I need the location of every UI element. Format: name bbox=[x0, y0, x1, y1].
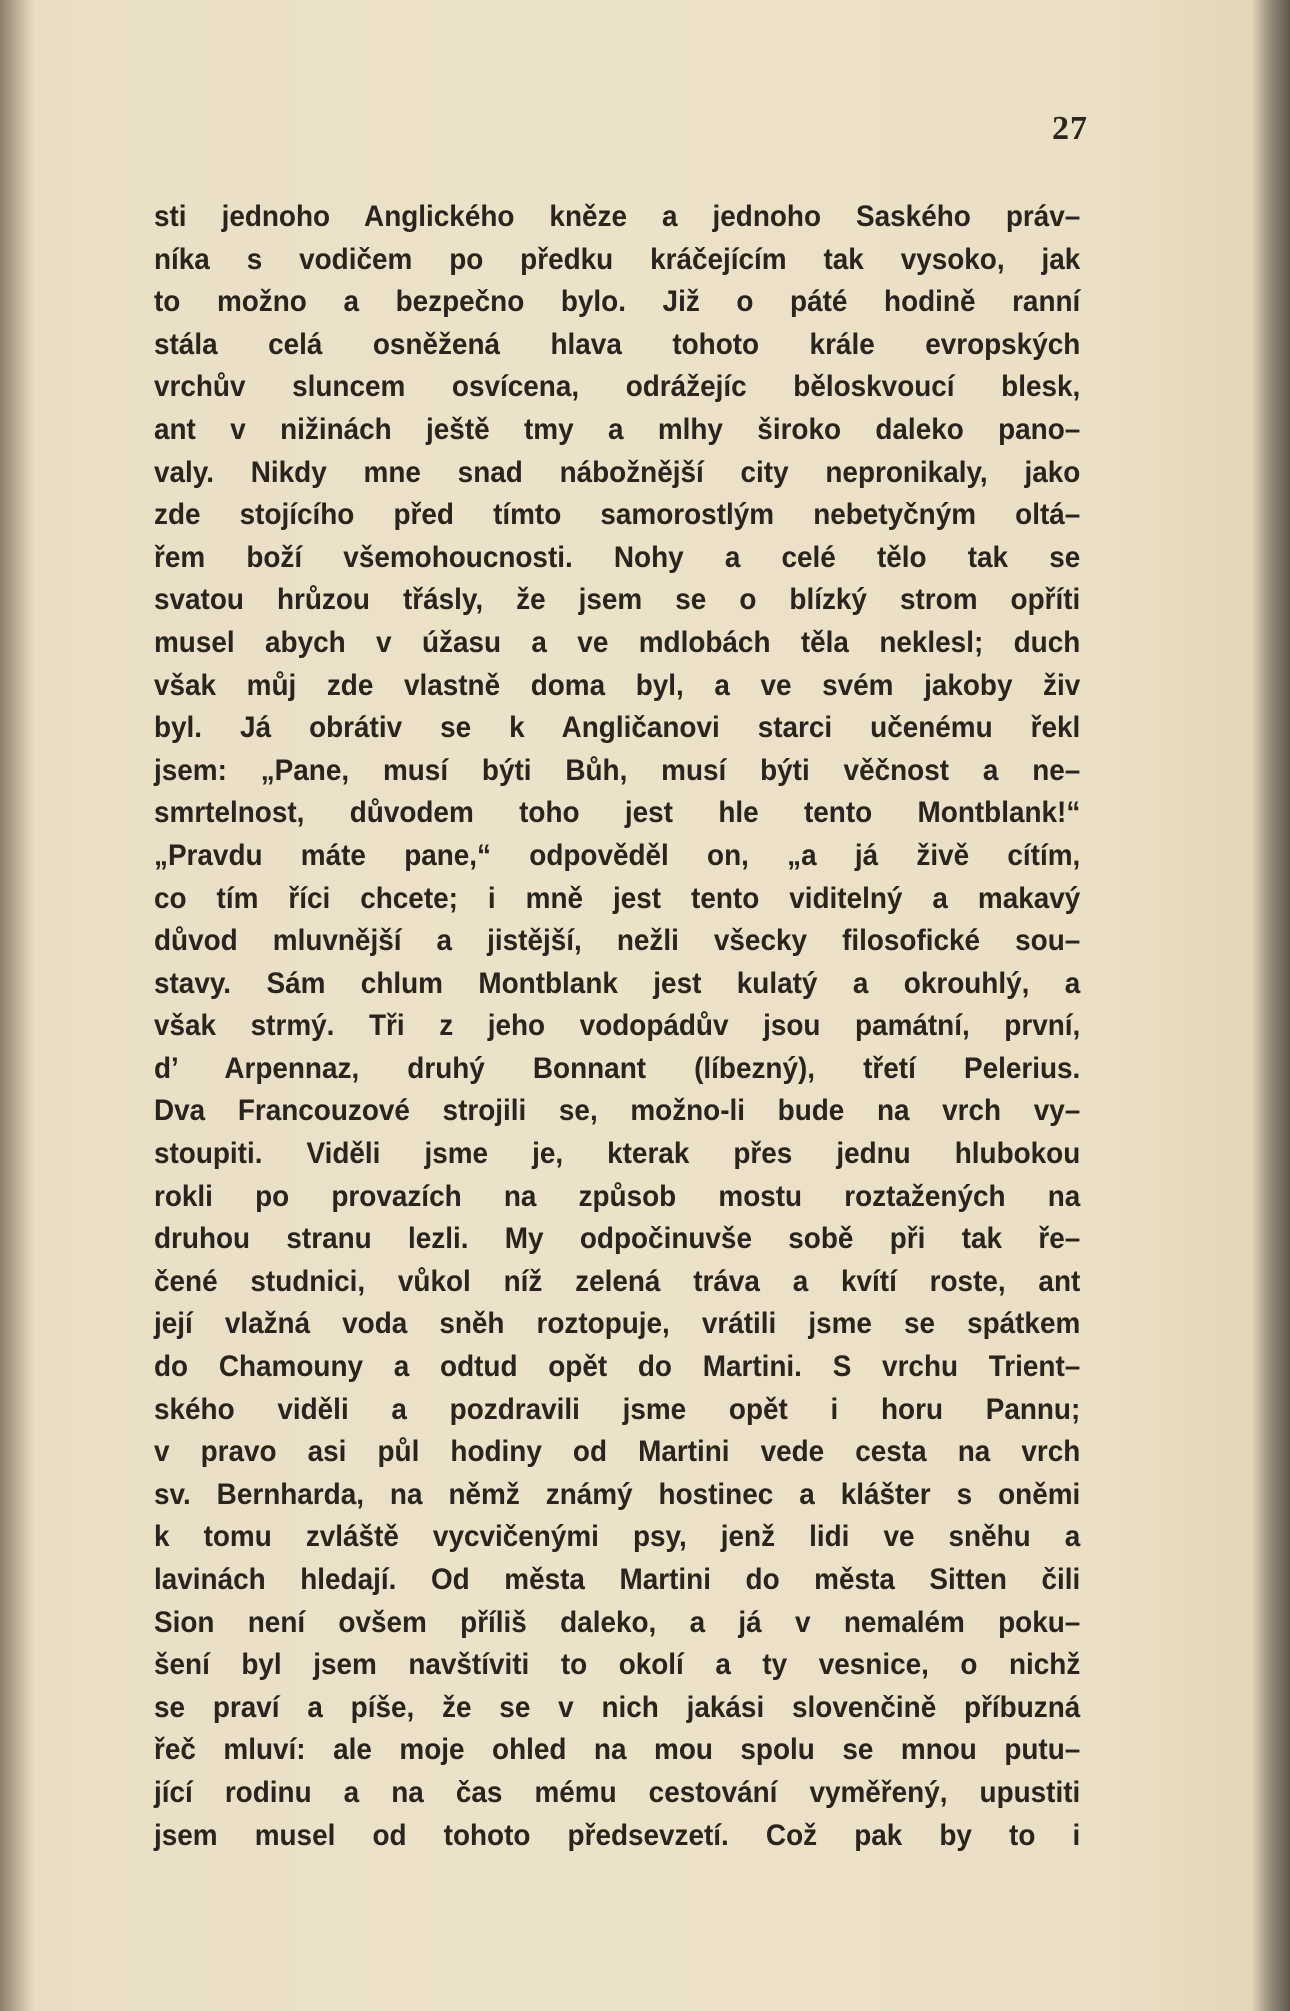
text-line: vrchův sluncem osvícena, odrážejíc běloskvoucí blesk, bbox=[154, 370, 1081, 404]
text-line: zde stojícího před tímto samorostlým nebetyčným oltá– bbox=[154, 498, 1081, 532]
text-line: stavy. Sám chlum Montblank jest kulatý a okrouhlý, a bbox=[154, 966, 1081, 1000]
text-line: sv. Bernharda, na němž známý hostinec a klášter s oněmi bbox=[154, 1477, 1081, 1511]
text-line: k tomu zvláště vycvičenými psy, jenž lidi ve sněhu a bbox=[154, 1520, 1081, 1554]
text-line: Dva Francouzové strojili se, možno-li bude na vrch vy– bbox=[154, 1094, 1081, 1128]
text-line: Sion není ovšem příliš daleko, a já v nemalém poku– bbox=[154, 1605, 1081, 1639]
text-line: svatou hrůzou třásly, že jsem se o blízký strom opříti bbox=[154, 583, 1081, 617]
text-line: byl. Já obrátiv se k Angličanovi starci učenému řekl bbox=[154, 711, 1081, 745]
text-line: stála celá osněžená hlava tohoto krále evropských bbox=[154, 327, 1081, 361]
text-line: sti jednoho Anglického kněze a jednoho Saského práv– bbox=[154, 200, 1081, 233]
page-number: 27 bbox=[1052, 110, 1088, 147]
text-line: se praví a píše, že se v nich jakási slovenčině příbuzná bbox=[154, 1690, 1081, 1724]
text-line: druhou stranu lezli. My odpočinuvše sobě při tak ře– bbox=[154, 1222, 1081, 1256]
body-text bbox=[154, 196, 1080, 1857]
text-line: níka s vodičem po předku kráčejícím tak vysoko, jak bbox=[154, 242, 1081, 276]
text-line: řeč mluví: ale moje ohled na mou spolu se mnou putu– bbox=[154, 1733, 1081, 1767]
text-line: to možno a bezpečno bylo. Již o páté hodině ranní bbox=[154, 285, 1081, 319]
text-line: jsem: „Pane, musí býti Bůh, musí býti věčnost a ne– bbox=[154, 753, 1081, 787]
text-line: valy. Nikdy mne snad nábožnější city nepronikaly, jako bbox=[154, 455, 1081, 489]
text-line: v pravo asi půl hodiny od Martini vede cesta na vrch bbox=[154, 1435, 1081, 1469]
text-line: však strmý. Tři z jeho vodopádův jsou památní, první, bbox=[154, 1009, 1081, 1043]
text-line: šení byl jsem navštíviti to okolí a ty vesnice, o nichž bbox=[154, 1648, 1081, 1682]
text-line: důvod mluvnější a jistější, nežli všecky filosofické sou– bbox=[154, 924, 1081, 958]
text-line: lavinách hledají. Od města Martini do města Sitten čili bbox=[154, 1563, 1081, 1596]
text-line: „Pravdu máte pane,“ odpověděl on, „a já živě cítím, bbox=[154, 838, 1081, 872]
text-line: d’ Arpennaz, druhý Bonnant (líbezný), třetí Pelerius. bbox=[154, 1051, 1081, 1085]
text-line: však můj zde vlastně doma byl, a ve svém jakoby živ bbox=[154, 668, 1081, 702]
text-line: její vlažná voda sněh roztopuje, vrátili jsme se spátkem bbox=[154, 1307, 1081, 1341]
text-line: co tím říci chcete; i mně jest tento viditelný a makavý bbox=[154, 881, 1081, 915]
text-line: jící rodinu a na čas mému cestování vyměřený, upustiti bbox=[154, 1775, 1081, 1809]
text-line: musel abych v úžasu a ve mdlobách těla neklesl; duch bbox=[154, 625, 1081, 659]
text-line: čené studnici, vůkol níž zelená tráva a kvítí roste, ant bbox=[154, 1264, 1081, 1298]
page-gutter-shadow bbox=[0, 0, 34, 2011]
text-line: do Chamouny a odtud opět do Martini. S vrchu Trient– bbox=[154, 1350, 1081, 1384]
text-line: jsem musel od tohoto předsevzetí. Což pak by to i bbox=[154, 1818, 1081, 1852]
text-line: smrtelnost, důvodem toho jest hle tento Montblank!“ bbox=[154, 796, 1081, 830]
text-line: řem boží všemohoucnosti. Nohy a celé tělo tak se bbox=[154, 540, 1081, 574]
text-line: stoupiti. Viděli jsme je, kterak přes jednu hlubokou bbox=[154, 1137, 1081, 1171]
text-line: rokli po provazích na způsob mostu roztažených na bbox=[154, 1179, 1081, 1213]
text-line: ant v nižinách ještě tmy a mlhy široko daleko pano– bbox=[154, 412, 1081, 446]
page-edge-shadow bbox=[1252, 0, 1290, 2011]
text-line: ského viděli a pozdravili jsme opět i horu Pannu; bbox=[154, 1392, 1081, 1426]
